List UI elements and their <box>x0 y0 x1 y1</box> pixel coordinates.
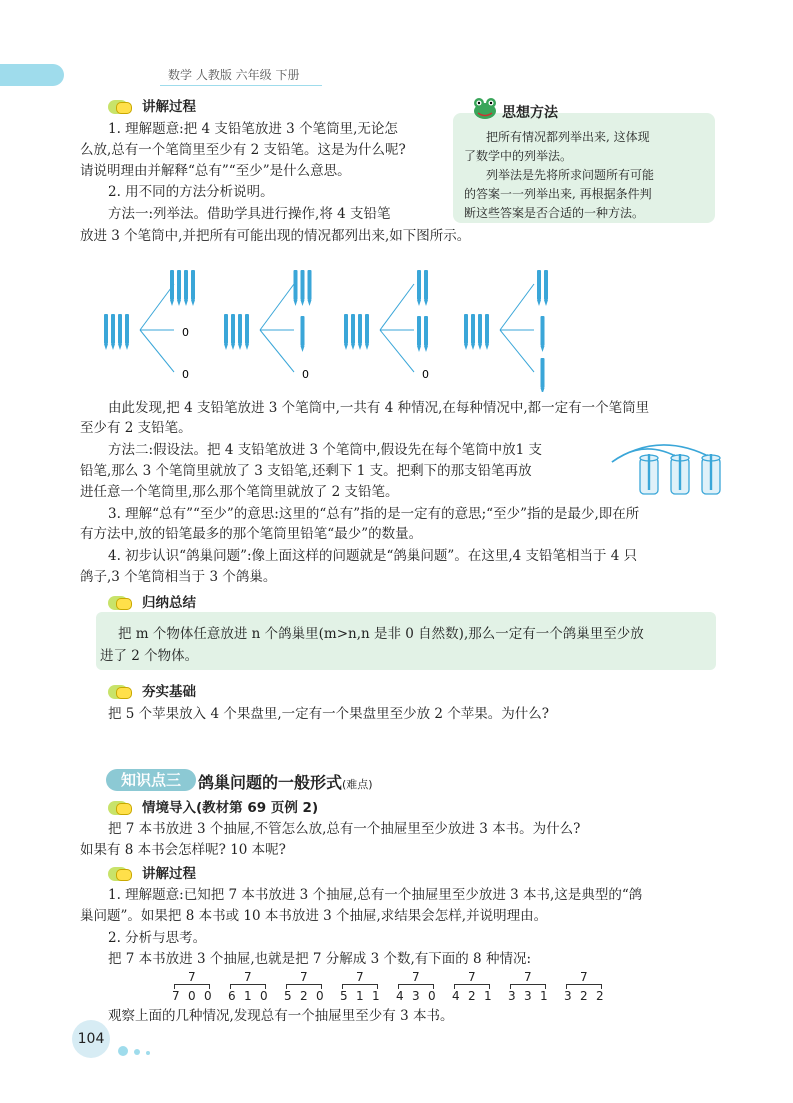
decomposition-part: 3 <box>412 989 420 1003</box>
decomposition-item <box>172 970 214 1006</box>
point4-line: 4. 初步认识“鸽巢问题”:像上面这样的问题就是“鸽巢问题”。在这里,4 支铅笔相当于 4 只 <box>108 548 638 564</box>
point3-line: 3. 理解“总有”“至少”的意思:这里的“总有”指的是一定有的意思;“至少”指的是最少,即在所 <box>108 506 640 522</box>
pencil-icon <box>478 314 482 350</box>
decomposition-part: 1 <box>540 989 548 1003</box>
section-heading-explain: 讲解过程 <box>108 862 196 882</box>
decomposition-part: 2 <box>580 989 588 1003</box>
decomposition-part: 2 <box>596 989 604 1003</box>
think-line: 把所有情况都列举出来, 这体现 <box>486 130 650 144</box>
lemon-tag-icon <box>108 100 134 114</box>
zero-label: 0 <box>182 326 189 339</box>
decomposition-item <box>564 970 606 1006</box>
pencil-icon <box>417 316 421 352</box>
pencil-distribution-diagram <box>100 262 570 392</box>
pencil-icon <box>238 314 242 350</box>
para-line: 方法一:列举法。借助学具进行操作,将 4 支铅笔 <box>108 206 391 222</box>
pencil-icon <box>351 314 355 350</box>
pencil-icon <box>537 270 541 306</box>
scene-line: 如果有 8 本书会怎样呢? 10 本呢? <box>80 842 286 858</box>
pencil-icon <box>170 270 174 306</box>
decomposition-total: 7 <box>244 970 252 984</box>
method2-line: 铅笔,那么 3 个笔筒里就放了 3 支铅笔,还剩下 1 支。把剩下的那支铅笔再放 <box>80 463 532 479</box>
pencil-icon <box>424 316 428 352</box>
para-line: 1. 理解题意:把 4 支铅笔放进 3 个笔筒里,无论怎 <box>108 121 398 137</box>
para-line: 2. 分析与思考。 <box>108 930 207 946</box>
decomposition-part: 5 <box>340 989 348 1003</box>
pencil-icon <box>344 314 348 350</box>
para-line: 2. 用不同的方法分析说明。 <box>108 184 274 200</box>
header-tab <box>0 64 64 86</box>
decomposition-part: 0 <box>316 989 324 1003</box>
decomposition-part: 3 <box>508 989 516 1003</box>
decomposition-item <box>396 970 438 1006</box>
pencil-icon <box>541 316 545 352</box>
pencil-icon <box>308 270 312 306</box>
pencil-icon <box>424 270 428 306</box>
pencil-icon <box>485 314 489 350</box>
para-line: 请说明理由并解释“总有”“至少”是什么意思。 <box>80 163 351 179</box>
decomposition-part: 0 <box>204 989 212 1003</box>
decomposition-row <box>172 970 622 1006</box>
decomposition-part: 6 <box>228 989 236 1003</box>
para-line: 1. 理解题意:已知把 7 本书放进 3 个抽屉,总有一个抽屉里至少放进 3 本书,这是典型的“鸽 <box>108 887 643 903</box>
decomposition-item <box>284 970 326 1006</box>
frog-icon <box>472 96 498 120</box>
section-heading-explain: 讲解过程 <box>108 95 196 115</box>
section-heading-summary: 归纳总结 <box>108 591 196 611</box>
section-heading-basics: 夯实基础 <box>108 680 196 700</box>
para-line: 把 7 本书放进 3 个抽屉,也就是把 7 分解成 3 个数,有下面的 8 种情况: <box>108 951 531 967</box>
method2-line: 方法二:假设法。把 4 支铅笔放进 3 个笔筒中,假设先在每个笔筒中放1 支 <box>108 442 543 458</box>
summary-line: 把 m 个物体任意放进 n 个鸽巢里(m>n,n 是非 0 自然数),那么一定有一个鸽巢里至少放 <box>118 626 644 642</box>
lemon-tag-icon <box>108 685 134 699</box>
zero-label: 0 <box>182 368 189 381</box>
pencil-icon <box>111 314 115 350</box>
section-heading-scene: 情境导入(教材第 69 页例 2) <box>108 796 318 816</box>
think-line: 了数学中的列举法。 <box>464 149 573 163</box>
decomposition-part: 3 <box>564 989 572 1003</box>
scene-line: 把 7 本书放进 3 个抽屉,不管怎么放,总有一个抽屉里至少放进 3 本书。为什么? <box>108 821 581 837</box>
findings-line: 由此发现,把 4 支铅笔放进 3 个笔筒中,一共有 4 种情况,在每种情况中,都一定有一个笔筒里 <box>108 400 650 416</box>
decomposition-item <box>340 970 382 1006</box>
pencil-icon <box>224 314 228 350</box>
decomposition-part: 3 <box>524 989 532 1003</box>
decomposition-part: 4 <box>396 989 404 1003</box>
decomposition-total: 7 <box>412 970 420 984</box>
decor-dot <box>134 1049 140 1055</box>
pencil-icon <box>541 358 545 392</box>
pencil-icon <box>358 314 362 350</box>
decomposition-part: 0 <box>260 989 268 1003</box>
decomposition-part: 1 <box>244 989 252 1003</box>
pencil-icon <box>231 314 235 350</box>
decomposition-part: 1 <box>356 989 364 1003</box>
zero-label: 0 <box>422 368 429 381</box>
zero-label: 0 <box>302 368 309 381</box>
pencil-icon <box>544 270 548 306</box>
pencil-icon <box>464 314 468 350</box>
decor-dot <box>146 1051 150 1055</box>
pencil-icon <box>118 314 122 350</box>
decomposition-total: 7 <box>580 970 588 984</box>
basics-question: 把 5 个苹果放入 4 个果盘里,一定有一个果盘里至少放 2 个苹果。为什么? <box>108 706 550 722</box>
point3-line: 有方法中,放的铅笔最多的那个笔筒里铅笔“最少”的数量。 <box>80 526 423 542</box>
decomposition-part: 1 <box>484 989 492 1003</box>
pencil-icon <box>104 314 108 350</box>
decomposition-part: 2 <box>300 989 308 1003</box>
decomposition-part: 7 <box>172 989 180 1003</box>
decomposition-total: 7 <box>188 970 196 984</box>
pencil-icon <box>184 270 188 306</box>
point4-line: 鸽子,3 个笔筒相当于 3 个鸽巢。 <box>80 569 277 585</box>
header-underline <box>160 85 322 86</box>
header-title: 数学 人教版 六年级 下册 <box>168 68 300 82</box>
decomposition-item <box>228 970 270 1006</box>
think-line: 的答案一一列举出来, 再根据条件判 <box>464 187 652 201</box>
decomposition-part: 5 <box>284 989 292 1003</box>
pencil-icon <box>471 314 475 350</box>
think-line: 列举法是先将所求问题所有可能 <box>486 168 655 182</box>
summary-line: 进了 2 个物体。 <box>100 648 199 664</box>
pencil-icon <box>301 270 305 306</box>
para-line: 巢问题”。如果把 8 本书或 10 本书放进 3 个抽屉,求结果会怎样,并说明理由。 <box>80 908 548 924</box>
para-line: 放进 3 个笔筒中,并把所有可能出现的情况都列出来,如下图所示。 <box>80 228 471 244</box>
pencil-icon <box>191 270 195 306</box>
decomposition-part: 2 <box>468 989 476 1003</box>
pencil-icon <box>365 314 369 350</box>
knowledge-point-title: 鸽巢问题的一般形式(难点) <box>198 773 373 792</box>
decomposition-total: 7 <box>468 970 476 984</box>
para-line: 么放,总有一个笔筒里至少有 2 支铅笔。这是为什么呢? <box>80 142 406 158</box>
pencil-icon <box>245 314 249 350</box>
pencil-icon <box>301 316 305 352</box>
think-line: 断这些答案是否合适的一种方法。 <box>464 206 645 220</box>
lemon-tag-icon <box>108 801 134 815</box>
pencil-icon <box>177 270 181 306</box>
knowledge-point-tag: 知识点三 <box>106 769 196 791</box>
pencil-icon <box>417 270 421 306</box>
page-number: 104 <box>72 1020 110 1058</box>
lemon-tag-icon <box>108 596 134 610</box>
pencil-holders-illustration <box>604 440 724 498</box>
decomposition-item <box>508 970 550 1006</box>
think-box-title: 思想方法 <box>502 105 558 121</box>
decomposition-part: 0 <box>428 989 436 1003</box>
findings-line: 至少有 2 支铅笔。 <box>80 420 192 436</box>
lemon-tag-icon <box>108 867 134 881</box>
decomposition-part: 4 <box>452 989 460 1003</box>
decor-dot <box>118 1046 128 1056</box>
decomposition-part: 0 <box>188 989 196 1003</box>
pencil-icon <box>294 270 298 306</box>
decomposition-total: 7 <box>356 970 364 984</box>
decomposition-item <box>452 970 494 1006</box>
pencil-icon <box>125 314 129 350</box>
closing-line: 观察上面的几种情况,发现总有一个抽屉里至少有 3 本书。 <box>108 1008 454 1024</box>
method2-line: 进任意一个笔筒里,那么那个笔筒里就放了 2 支铅笔。 <box>80 484 399 500</box>
decomposition-total: 7 <box>524 970 532 984</box>
decomposition-part: 1 <box>372 989 380 1003</box>
decomposition-total: 7 <box>300 970 308 984</box>
